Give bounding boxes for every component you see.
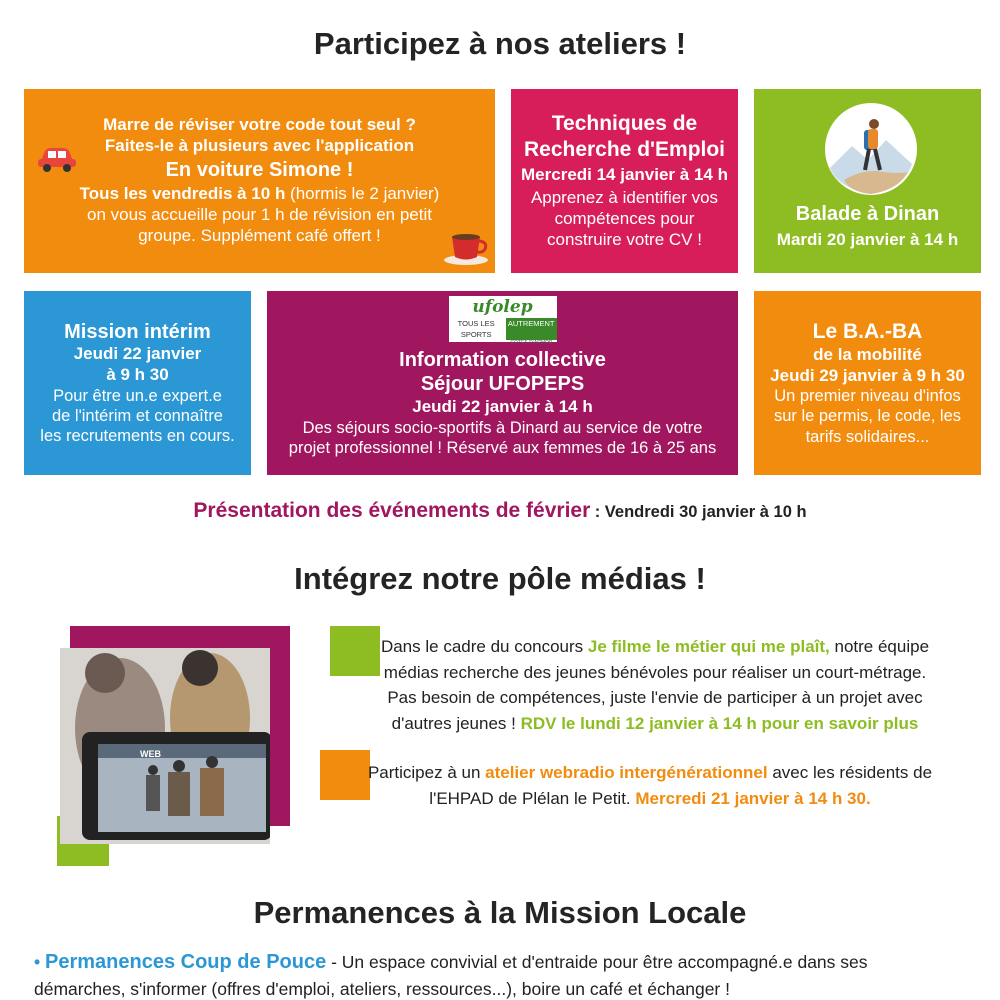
permanences-item-text1: - Un espace convivial et d'entraide pour être accompagné.e dans ses xyxy=(326,952,868,972)
permanences-item xyxy=(34,949,984,1000)
p1-e: Pas besoin de compétences, juste l'envie de participer à un projet avec xyxy=(387,688,923,707)
ufolep-logo-sub2: AUTREMENT xyxy=(506,318,557,340)
p1-d: médias recherche des jeunes bénévoles pour réaliser un court-métrage. xyxy=(383,662,927,682)
p2-c: avec les résidents de xyxy=(767,763,933,782)
mobilite-title: Le B.A.-BA xyxy=(812,320,923,344)
card-tre[interactable] xyxy=(511,89,738,273)
card-interim[interactable] xyxy=(24,291,251,475)
p1-f: d'autres jeunes ! xyxy=(391,713,521,733)
coffee-cup-icon xyxy=(442,227,492,267)
balade-title: Balade à Dinan xyxy=(795,202,940,225)
mobilite-subtitle: de la mobilité xyxy=(813,344,922,364)
p2-date: Mercredi 21 janvier à 14 h 30. xyxy=(635,788,871,808)
medias-paragraph-1 xyxy=(320,634,990,736)
mobilite-desc3: tarifs solidaires... xyxy=(805,427,930,446)
medias-title: Intégrez notre pôle médias ! xyxy=(294,561,706,596)
presentation-date: : Vendredi 30 janvier à 10 h xyxy=(594,503,807,521)
ufopeps-desc1: Des séjours socio-sportifs à Dinard au service de votre xyxy=(302,418,703,437)
ufolep-logo-sub3: CÔTES-D'ARMOR xyxy=(510,340,553,346)
mobilite-desc2: sur le permis, le code, les xyxy=(773,407,962,426)
ufopeps-desc2: projet professionnel ! Réservé aux femmes de 16 à 25 ans xyxy=(288,438,717,457)
camera-screen-label: WEB xyxy=(140,749,161,759)
tre-desc3: construire votre CV ! xyxy=(547,229,702,249)
card-ufopeps[interactable] xyxy=(267,291,738,475)
ufolep-logo-text: ufolep xyxy=(472,297,533,317)
interim-desc1: Pour être un.e expert.e xyxy=(53,386,222,405)
ateliers-title: Participez à nos ateliers ! xyxy=(313,26,687,61)
ufopeps-title2: Séjour UFOPEPS xyxy=(420,373,585,396)
mobilite-desc1: Un premier niveau d'infos xyxy=(774,387,961,406)
interim-desc3: les recrutements en cours. xyxy=(40,426,235,445)
simone-line6: groupe. Supplément café offert ! xyxy=(138,225,381,245)
card-simone[interactable] xyxy=(24,89,495,273)
tre-title1: Techniques de xyxy=(551,112,698,136)
simone-app-name: En voiture Simone ! xyxy=(165,158,354,181)
permanences-item-text2: démarches, s'informer (offres d'emploi, ateliers, ressources...), boire un café et échanger ! xyxy=(34,978,730,999)
p1-contest: Je filme le métier qui me plaît, xyxy=(587,637,830,656)
tre-desc1: Apprenez à identifier vos xyxy=(530,188,719,208)
interim-desc2: de l'intérim et connaître xyxy=(52,406,223,425)
simone-exception: (hormis le 2 janvier) xyxy=(285,184,440,204)
p2-a: Participez à un xyxy=(367,763,486,782)
ufopeps-date: Jeudi 22 janvier à 14 h xyxy=(412,396,593,416)
hiker-icon xyxy=(824,102,918,196)
p2-d: l'EHPAD de Plélan le Petit. xyxy=(429,788,636,808)
ufolep-logo xyxy=(449,296,557,346)
interim-title: Mission intérim xyxy=(64,320,211,343)
presentation-label: Présentation des événements de février xyxy=(193,499,591,522)
permanences-title: Permanences à la Mission Locale xyxy=(253,895,747,930)
simone-schedule: Tous les vendredis à 10 h xyxy=(79,184,286,204)
interim-date2: à 9 h 30 xyxy=(106,365,169,384)
medias-paragraph-2 xyxy=(310,760,990,811)
permanences-bullet: • xyxy=(34,952,41,972)
tre-date: Mercredi 14 janvier à 14 h xyxy=(521,164,728,184)
p2-webradio: atelier webradio intergénérationnel xyxy=(485,763,768,782)
mobilite-date: Jeudi 29 janvier à 9 h 30 xyxy=(770,365,965,385)
tre-desc2: compétences pour xyxy=(554,209,695,229)
p1-c: notre équipe xyxy=(829,637,930,656)
ufopeps-title1: Information collective xyxy=(399,349,606,371)
simone-line5: on vous accueille pour 1 h de révision en petit xyxy=(87,205,432,225)
permanences-item-title: Permanences Coup de Pouce xyxy=(45,951,327,973)
car-icon xyxy=(36,143,78,173)
card-mobilite[interactable] xyxy=(754,291,981,475)
camera-photo xyxy=(60,648,270,844)
ufolep-logo-sub1: TOUS LES SPORTS xyxy=(457,319,495,339)
interim-date1: Jeudi 22 janvier xyxy=(73,344,202,364)
balade-date: Mardi 20 janvier à 14 h xyxy=(776,230,959,250)
simone-line1: Marre de réviser votre code tout seul ? xyxy=(103,115,416,135)
p1-rdv: RDV le lundi 12 janvier à 14 h pour en savoir plus xyxy=(520,713,919,733)
simone-line2: Faites-le à plusieurs avec l'application xyxy=(104,136,415,156)
presentation-line xyxy=(0,499,1000,523)
p1-a: Dans le cadre du concours xyxy=(380,637,588,656)
tre-title2: Recherche d'Emploi xyxy=(523,138,726,162)
card-balade[interactable] xyxy=(754,89,981,273)
